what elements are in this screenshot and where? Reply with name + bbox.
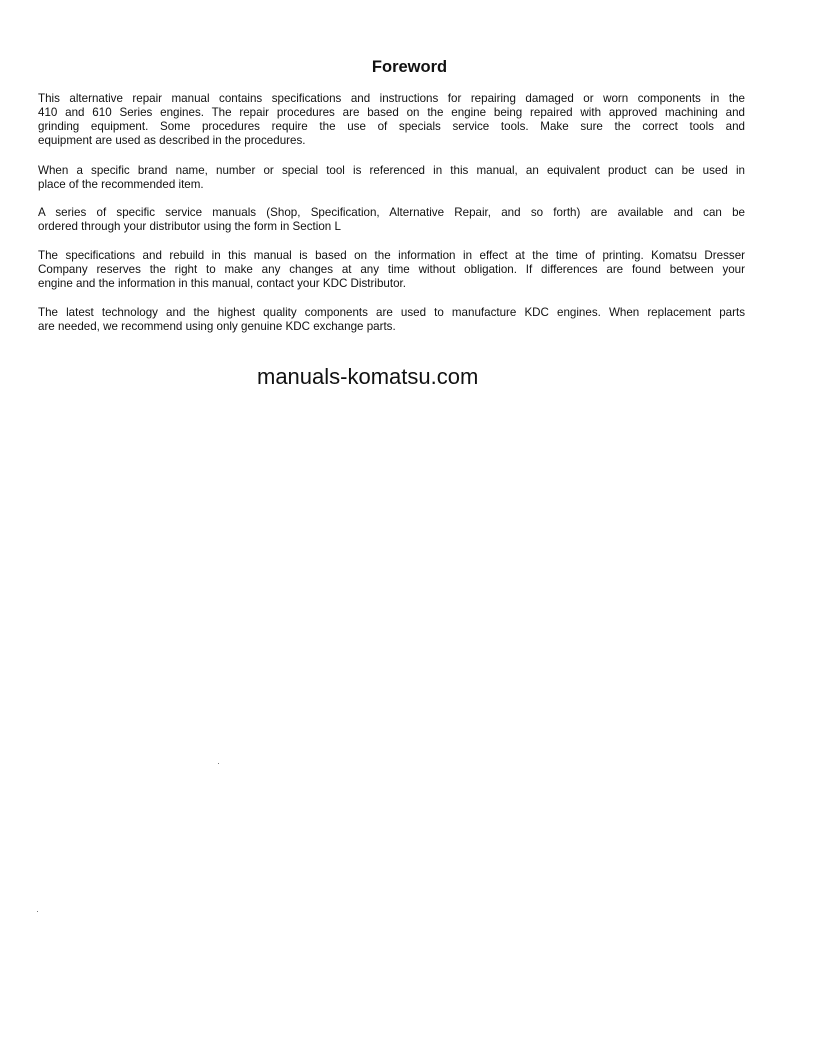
paragraph-specifications xyxy=(38,249,745,291)
text-line: place of the recommended item. xyxy=(38,178,204,191)
text-line: This alternative repair manual contains specifications and instructions for repairing damaged or worn components in the xyxy=(38,92,745,105)
paragraph-equivalent-products xyxy=(38,164,745,192)
text-line: grinding equipment. Some procedures require the use of specials service tools. Make sure the correct tools and xyxy=(38,120,745,133)
text-line: A series of specific service manuals (Shop, Specification, Alternative Repair, and so forth) are available and can be xyxy=(38,206,745,219)
text-line: The specifications and rebuild in this manual is based on the information in effect at the time of printing. Komatsu Dresser xyxy=(38,249,745,262)
scan-speck xyxy=(218,763,219,764)
scan-speck xyxy=(37,911,38,912)
text-line: equipment are used as described in the procedures. xyxy=(38,134,306,147)
text-line: ordered through your distributor using the form in Section L xyxy=(38,220,341,233)
text-line: 410 and 610 Series engines. The repair procedures are based on the engine being repaired with approved machining and xyxy=(38,106,745,119)
text-line: are needed, we recommend using only genuine KDC exchange parts. xyxy=(38,320,396,333)
paragraph-service-manuals xyxy=(38,206,745,234)
text-line: Company reserves the right to make any changes at any time without obligation. If differences are found between your xyxy=(38,263,745,276)
page-title: Foreword xyxy=(371,58,448,76)
paragraph-genuine-parts xyxy=(38,306,745,334)
watermark: manuals-komatsu.com xyxy=(257,364,479,389)
text-line: engine and the information in this manual, contact your KDC Distributor. xyxy=(38,277,406,290)
text-line: When a specific brand name, number or special tool is referenced in this manual, an equivalent product can be used in xyxy=(38,164,745,177)
paragraph-intro xyxy=(38,92,745,148)
text-line: The latest technology and the highest quality components are used to manufacture KDC engines. When replacement parts xyxy=(38,306,745,319)
